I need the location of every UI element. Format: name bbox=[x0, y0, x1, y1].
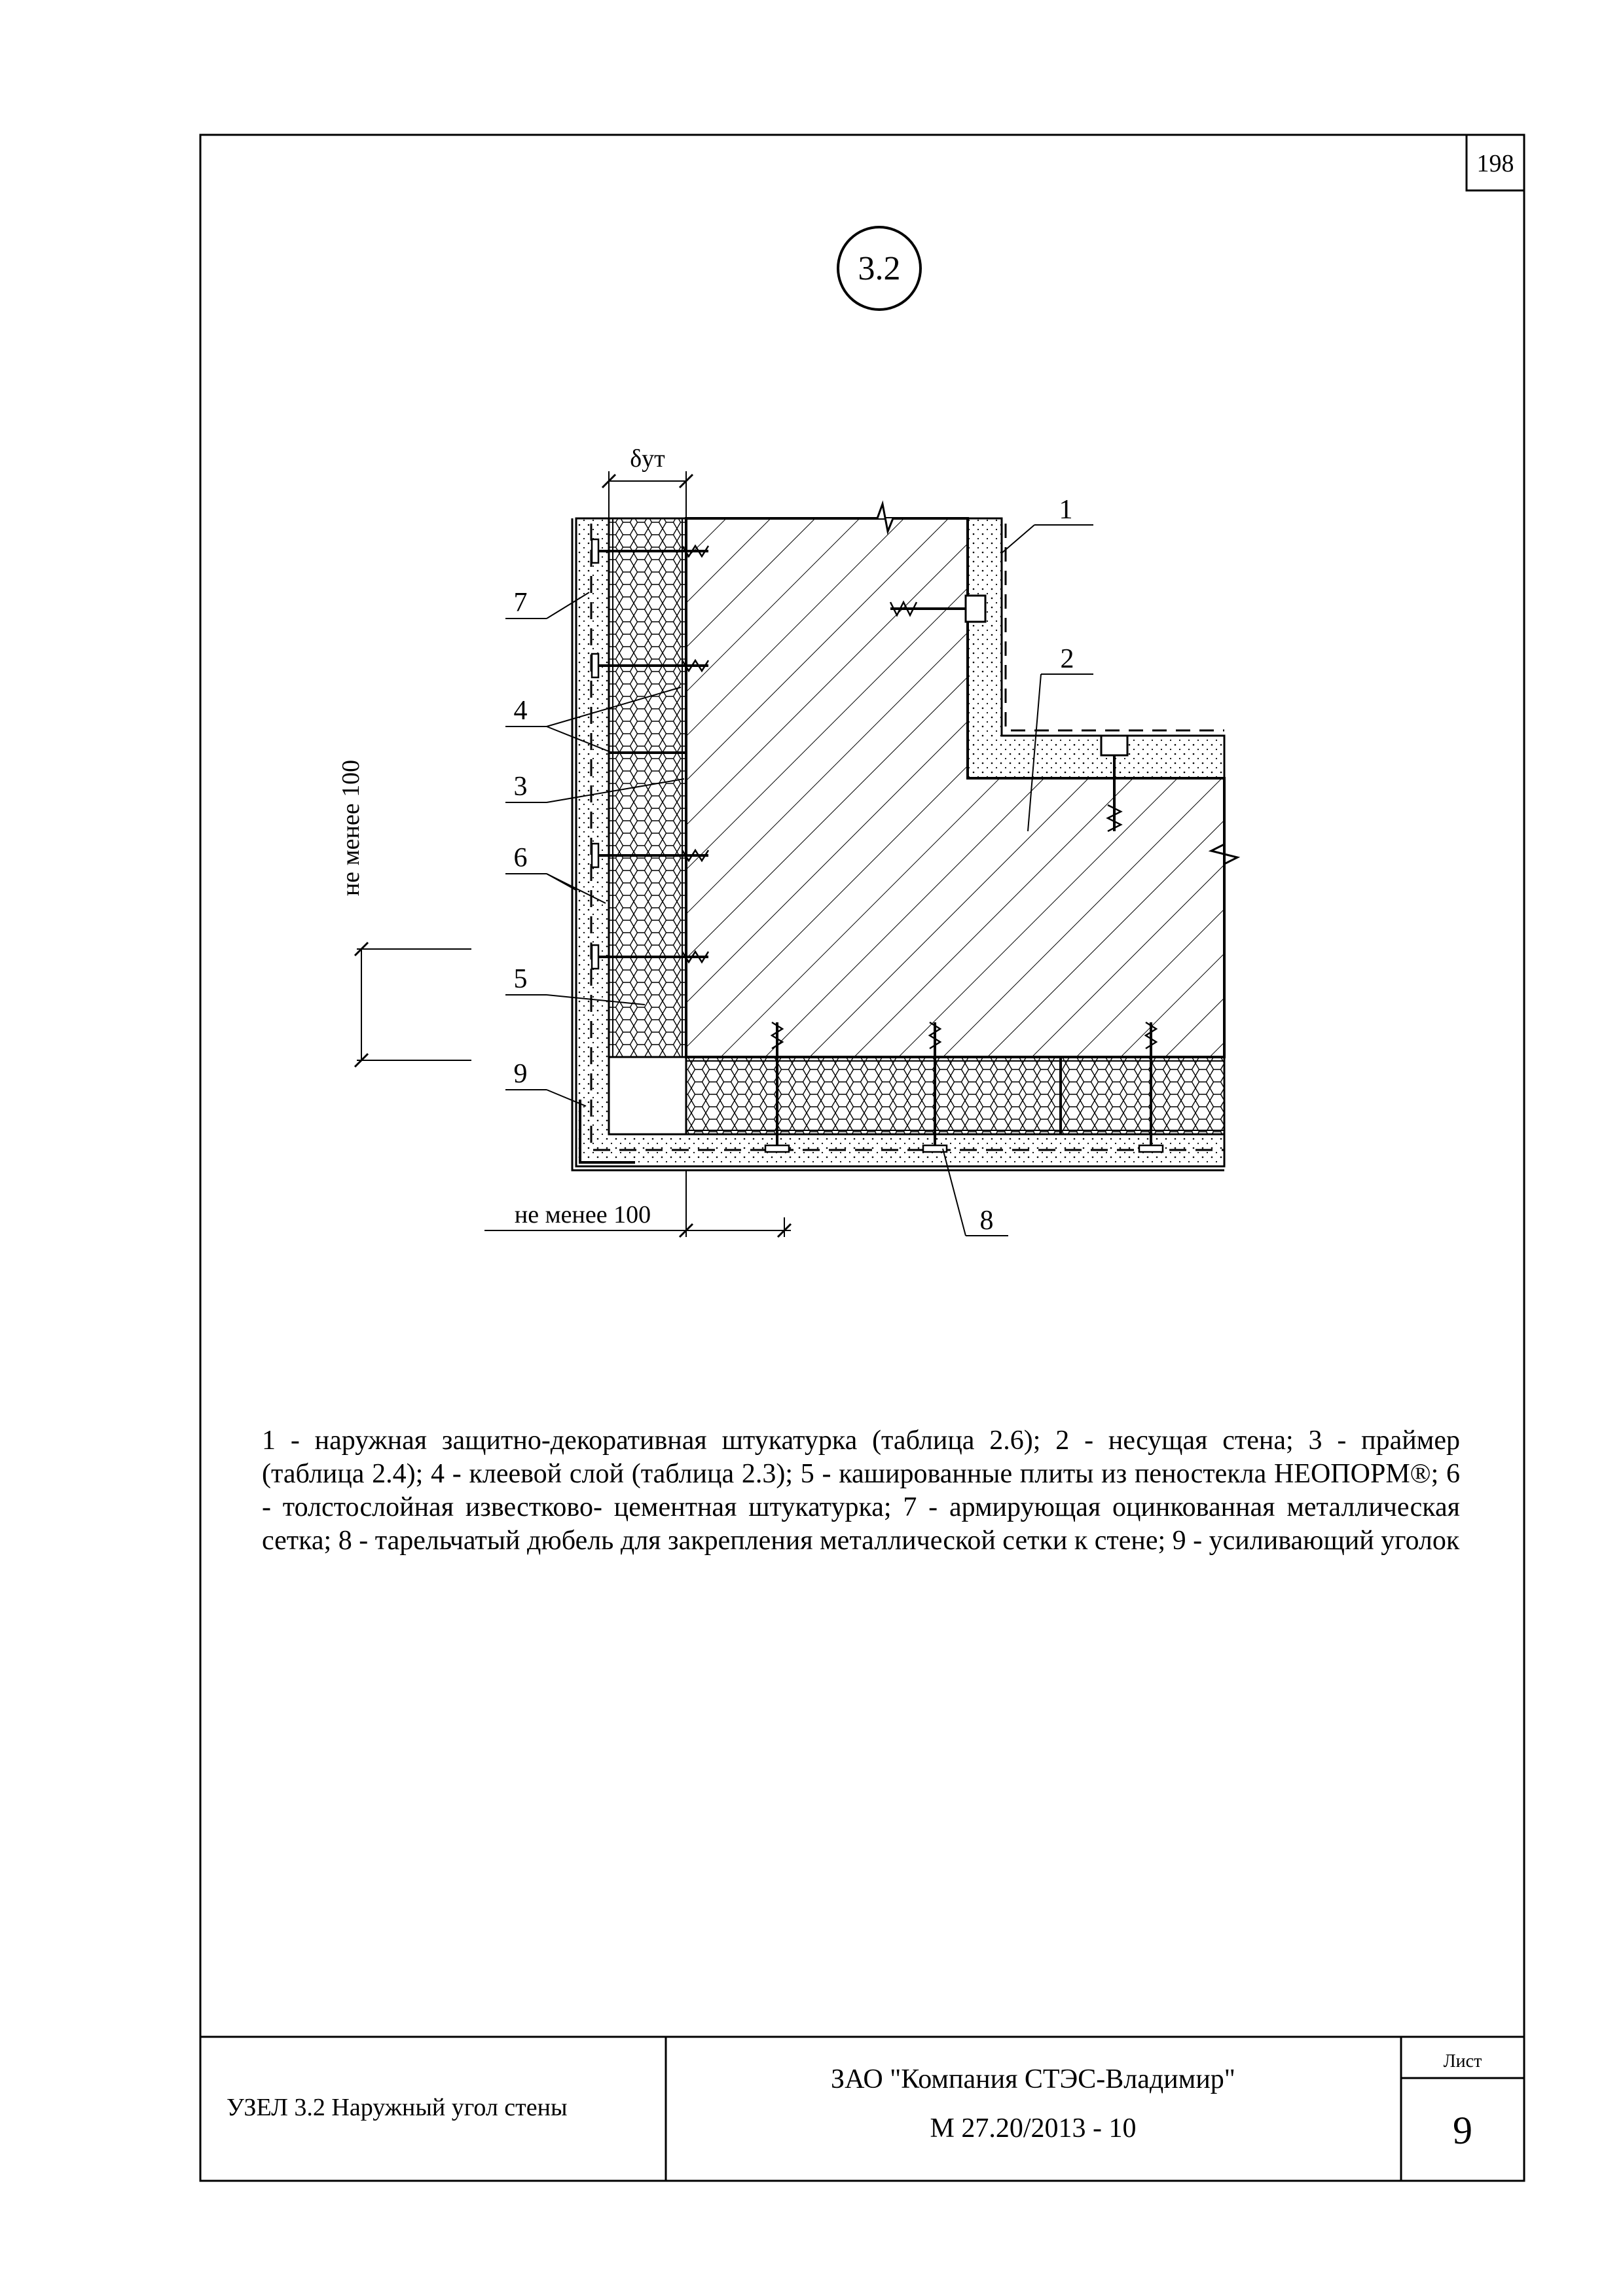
foam-glass-board-bottom bbox=[686, 1057, 1224, 1134]
wall-corner-drawing bbox=[337, 445, 1237, 1237]
callout-label-2: 2 bbox=[1060, 644, 1074, 674]
callout-label-4: 4 bbox=[513, 696, 528, 726]
foam-glass-board-left bbox=[609, 518, 686, 1057]
callout-label-1: 1 bbox=[1059, 495, 1073, 525]
vertical-min-dimension bbox=[337, 760, 471, 1067]
node-marker bbox=[838, 227, 921, 310]
horizontal-min-dimension bbox=[484, 1170, 791, 1237]
callout-label-6: 6 bbox=[513, 843, 528, 873]
insulation-thickness-symbol: δут bbox=[630, 445, 665, 473]
document-code: М 27.20/2013 - 10 bbox=[930, 2113, 1137, 2144]
company-name: ЗАО "Компания СТЭС-Владимир" bbox=[831, 2064, 1235, 2094]
callout-label-7: 7 bbox=[513, 588, 528, 618]
vertical-min-label: не менее 100 bbox=[337, 759, 365, 897]
page-number-box bbox=[1467, 135, 1524, 190]
node-label: 3.2 bbox=[858, 250, 901, 287]
bearing-wall bbox=[686, 518, 1224, 1057]
sheet-number: 9 bbox=[1453, 2109, 1472, 2152]
callout-1 bbox=[1002, 495, 1093, 553]
callout-label-3: 3 bbox=[513, 772, 528, 802]
node-title: УЗЕЛ 3.2 Наружный угол стены bbox=[227, 2094, 568, 2121]
legend-text: 1 - наружная защитно-декоративная штукатурка (таблица 2.6); 2 - несущая стена; 3 - праймер (таблица 2.4); 4 - клеевой слой (таблица 2.3); 5 - кашированные плиты из пеностекла НЕОПОРМ®; 6 - толстослойная известково- цементная штукатурка; 7 - армирующая оцинкованная металлическая сетка; 8 - тарельчатый дюбель для закрепления металлической сетки к стене; 9 - усиливающий уголок bbox=[262, 1426, 1460, 1556]
title-block bbox=[200, 2037, 1524, 2181]
callout-label-5: 5 bbox=[513, 964, 528, 994]
insulation-thickness-dimension bbox=[602, 445, 693, 518]
horizontal-min-label: не менее 100 bbox=[514, 1201, 651, 1229]
page-number: 198 bbox=[1476, 150, 1514, 177]
callout-9 bbox=[505, 1059, 586, 1106]
callout-label-8: 8 bbox=[979, 1206, 994, 1236]
sheet-label: Лист bbox=[1443, 2051, 1482, 2072]
callout-label-9: 9 bbox=[513, 1059, 528, 1089]
